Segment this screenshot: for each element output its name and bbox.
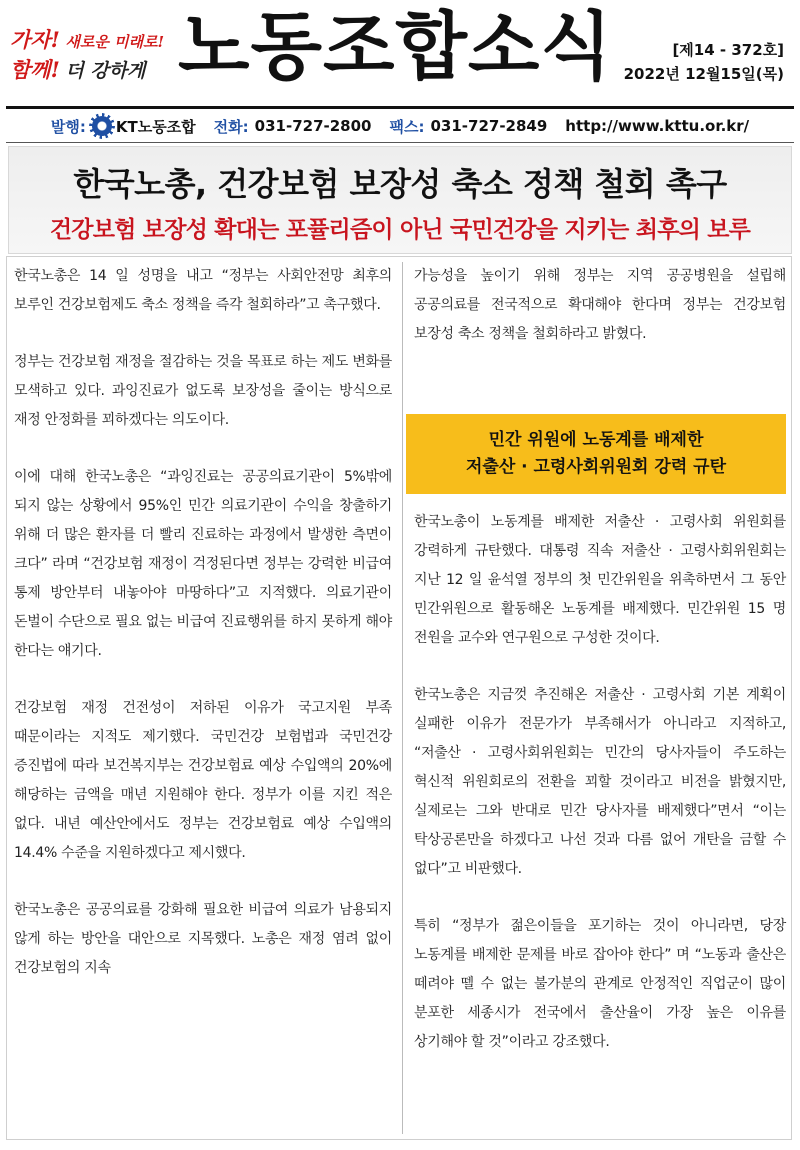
masthead-title: 노동조합소식 <box>178 4 613 90</box>
headline-box <box>8 146 792 254</box>
article-paragraph: 가능성을 높이기 위해 정부는 지역 공공병원을 설립해 공공의료를 전국적으로 확대해야 한다며 정부는 건강보험 보장성 축소 정책을 철회하라고 밝혔다. <box>414 268 786 342</box>
article-paragraph: 특히 “정부가 젊은이들을 포기하는 것이 아니라면, 당장 노동계를 배제한 문제를 바로 잡아야 한다” 며 “노동과 출산은 떼려야 뗄 수 없는 불가분의 관계로 안정적인 직업군이 많이 분포한 세종시가 전국에서 출산율이 가장 높은 이유를 상기해야 할 것”이라고 강조했다. <box>414 918 786 1050</box>
article-paragraph: 정부는 건강보험 재정을 절감하는 것을 목표로 하는 제도 변화를 모색하고 있다. 과잉진료가 없도록 보장성을 줄이는 방식으로 재정 안정화를 꾀하겠다는 의도이다. <box>14 354 392 428</box>
fax-number: 031-727-2849 <box>430 117 548 135</box>
masthead-slogan <box>10 26 170 86</box>
article-headline: 한국노총, 건강보험 보장성 축소 정책 철회 촉구 <box>73 165 727 203</box>
article-paragraph: 한국노총은 14 일 성명을 내고 “정부는 사회안전망 최후의 보루인 건강보험제도 축소 정책을 즉각 철회하라”고 촉구했다. <box>14 268 392 313</box>
second-article-body <box>414 508 786 1085</box>
phone-label: 전화: <box>213 117 249 136</box>
second-article-headline-line: 저출산 · 고령사회위원회 강력 규탄 <box>465 457 727 477</box>
website-link[interactable]: http://www.kttu.or.kr/ <box>565 117 750 135</box>
slogan-part: 새로운 미래로! <box>65 33 165 51</box>
slogan-part: 더 강하게 <box>65 60 146 82</box>
second-article-headline-line: 민간 위원에 노동계를 배제한 <box>488 430 704 450</box>
left-column <box>14 262 392 1011</box>
phone-number: 031-727-2800 <box>254 117 372 135</box>
slogan-part: 함께! <box>10 57 60 82</box>
publisher-bar <box>6 110 794 142</box>
issue-info <box>624 38 784 86</box>
slogan-part: 가자! <box>10 27 60 52</box>
issue-date: 2022년 12월15일(목) <box>623 65 784 83</box>
infobar-rule <box>6 142 794 143</box>
article-paragraph: 이에 대해 한국노총은 “과잉진료는 공공의료기관이 5%밖에 되지 않는 상황에서 95%인 민간 의료기관이 수익을 창출하기 위해 더 많은 환자를 더 빨리 진료하는 과정에서 발생한 측면이 크다” 라며 “건강보험 재정이 걱정된다면 정부는 강력한 비급여 통제 방안부터 내놓아야 마땅하다”고 지적했다. 의료기관이 돈벌이 수단으로 필요 없는 비급여 진료행위를 하지 못하게 해야 한다는 얘기다. <box>14 469 392 659</box>
kt-union-logo-icon <box>92 116 112 136</box>
article-subheadline: 건강보험 보장성 확대는 포퓰리즘이 아닌 국민건강을 지키는 최후의 보루 <box>49 217 751 243</box>
article-paragraph: 한국노총이 노동계를 배제한 저출산 · 고령사회 위원회를 강력하게 규탄했다. 대통령 직속 저출산 · 고령사회위원회는 지난 12 일 윤석열 정부의 첫 민간위원을 위촉하면서 그 동안 민간위원으로 활동해온 노동계를 배제했다. 민간위원 15 명 전원을 교수와 연구원으로 구성한 것이다. <box>414 514 786 646</box>
article-paragraph: 한국노총은 공공의료를 강화해 필요한 비급여 의료가 남용되지 않게 하는 방안을 대안으로 지목했다. 노총은 재정 염려 없이 건강보험의 지속 <box>14 902 392 976</box>
publisher-label: 발행: <box>50 117 86 136</box>
article-paragraph: 한국노총은 지금껏 추진해온 저출산 · 고령사회 기본 계획이 실패한 이유가 전문가가 부족해서가 아니라고 지적하고, “저출산 · 고령사회위원회는 민간의 당사자들이 주도하는 혁신적 위원회로의 전환을 꾀할 것이라고 비전을 밝혔지만, 실제로는 그와 반대로 민간 당사자를 배제했다”면서 “이는 탁상공론만을 하겠다고 나선 것과 다름 없어 개탄을 금할 수 없다”고 비판했다. <box>414 687 786 877</box>
right-column-top <box>414 262 786 377</box>
masthead-rule <box>6 106 794 109</box>
column-divider <box>402 262 403 1134</box>
fax-label: 팩스: <box>389 117 425 136</box>
publisher-name: KT노동조합 <box>115 117 196 136</box>
second-article-headline-box <box>406 414 786 494</box>
article-paragraph: 건강보험 재정 건전성이 저하된 이유가 국고지원 부족 때문이라는 지적도 제기했다. 국민건강 보험법과 국민건강 증진법에 따라 보건복지부는 건강보험료 예상 수입액의 20%에 해당하는 금액을 매년 지원해야 한다. 정부가 이를 지킨 적은 없다. 내년 예산안에서도 정부는 건강보험료 예상 수입액의 14.4% 수준을 지원하겠다고 제시했다. <box>14 700 392 861</box>
issue-number: [제14 - 372호] <box>672 41 784 59</box>
